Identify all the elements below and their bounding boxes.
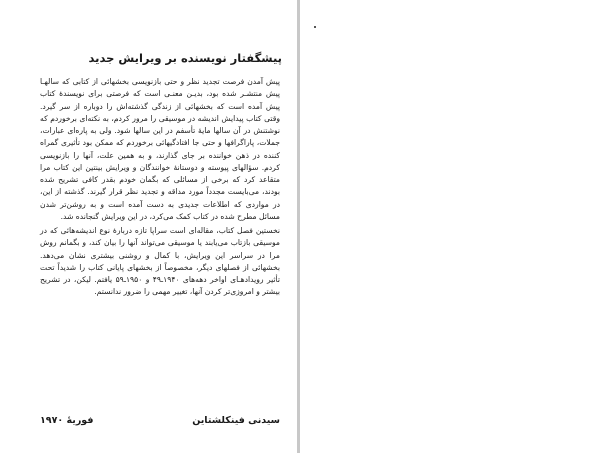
- page-title: پیشگفتار نویسنده بر ویرایش جدید: [88, 51, 282, 65]
- body-paragraph: پیش آمدن فرصت تجدید نظر و حتی بازنویسی بخشهائی از کتابی که سالهـا پیش منتشـر شده بود، بدیـن معنـی است که فرصتی برای نویسندهٔ کتاب پیش آمده است که بخشهائی از زندگی گذشته‌اش را دوباره از سر گیرد. وقتی کتاب پیدایش اندیشه در موسیقی را مرور کردم، به نکته‌ای برخوردم که نوشتنش در آن سالها مایهٔ تأسفم در این سالها شود. ولی به پاره‌ای عبارات، جملات، پاراگرافها و حتی جا افتادگیهائی برخوردم که ممکن بود تأثیری گمراه کننده در ذهن خواننده بر جای گذارند، و به همین علت، آنها را بازنویسی کردم. سؤالهای پیوسته و دوستانهٔ خوانندگان و ویرایش بینتین این کتاب مرا متقاعد کرد که برخی از مسائلی که بگمان خودم بقدر کافی تشریح شده بودند، می‌بایست مجدداً مورد مداقه و تجدید نظر قرار گیرند. گذشته از این، در مواردی که اطلاعات جدیدی به دست آمده است و به روشن‌تر شدن مسائل مطرح شده در کتاب کمک می‌کرد، در این ویرایش گنجانده شد.: [40, 77, 280, 221]
- page-speck: [314, 26, 316, 28]
- signature-row: [40, 415, 280, 431]
- author-name: سیدنی فینکلشتاین: [192, 415, 280, 426]
- right-page: [300, 0, 592, 453]
- preface-body: [40, 76, 280, 299]
- body-paragraph: نخستین فصل کتاب، مقاله‌ای است سراپا تازه دربارهٔ نوع اندیشه‌هائی که در موسیقی بازتاب می‌یابند یا موسیقی می‌تواند آنها را بیان کند، و بگمانم روش مرا در سراسر این ویرایش، با کمال و روشنی بیشتری نشان می‌دهد. بخشهائی از فصلهای دیگر، مخصوصاً از بخشهای پایانی کتاب را شدیداً تحت تأثیر رویدادهـای اواخر دهه‌های ۱۹۴۰ـ۴۹ و ۱۹۵۰ـ۵۹ یافتم. لیکن، در تشریح بیشتر و امروزی‌تر کردن آنها، تغییر مهمی را ضرور ندانستم.: [40, 226, 280, 297]
- preface-date: فوریهٔ ۱۹۷۰: [40, 415, 94, 426]
